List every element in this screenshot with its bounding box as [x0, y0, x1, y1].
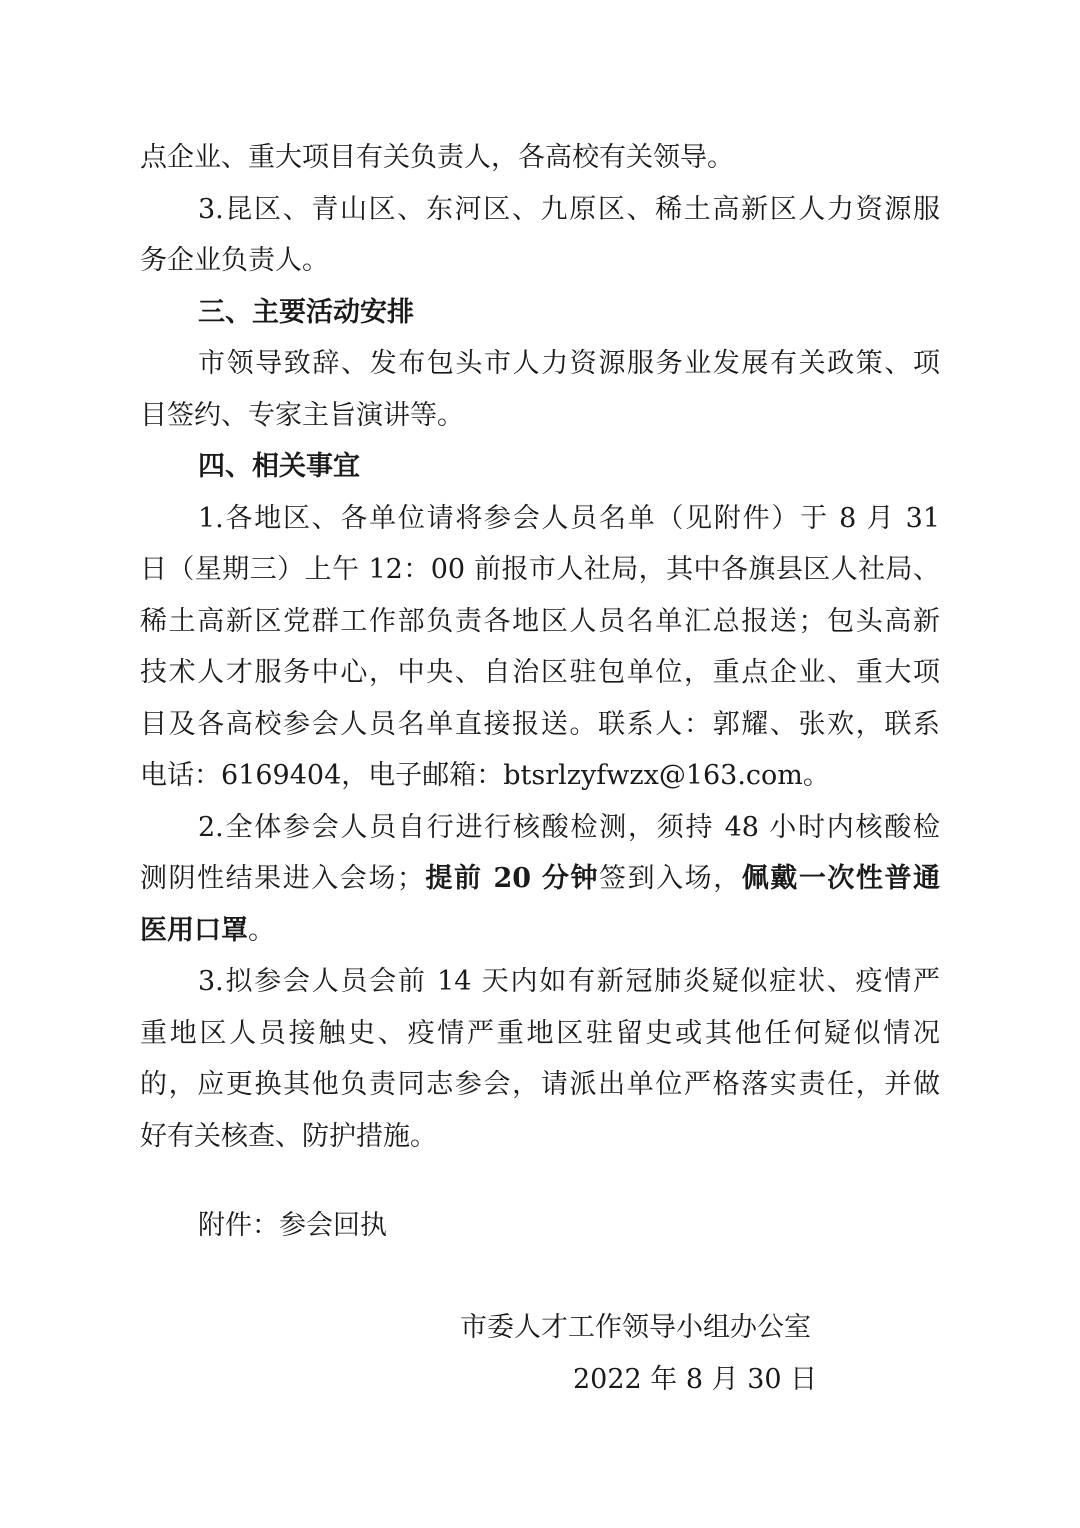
paragraph-line: 点企业、重大项目有关负责人，各高校有关领导。	[140, 142, 734, 173]
paragraph-line: 的，应更换其他负责同志参会，请派出单位严格落实责任，并做	[140, 1069, 940, 1100]
paragraph-line: 目及各高校参会人员名单直接报送。联系人：郭耀、张欢，联系	[140, 708, 940, 740]
paragraph-line: 电话：6169404，电子邮箱：btsrlzyfwzx@163.com。	[140, 760, 830, 791]
paragraph-line	[140, 905, 940, 957]
paragraph-line: 稀土高新区党群工作部负责各地区人员名单汇总报送；包头高新	[140, 605, 940, 637]
attachment-note: 附件：参会回执	[198, 1210, 387, 1241]
line-segment: 。	[248, 914, 275, 946]
paragraph-line: 3.昆区、青山区、东河区、九原区、稀土高新区人力资源服	[198, 193, 940, 225]
paragraph-line: 2.全体参会人员自行进行核酸检测，须持 48 小时内核酸检	[198, 811, 940, 843]
paragraph-line: 目签约、专家主旨演讲等。	[140, 399, 464, 431]
section-heading-4: 四、相关事宜	[198, 451, 360, 482]
document-body	[140, 132, 940, 1162]
line-segment: 签到入场，	[599, 863, 742, 894]
line-segment: 测阴性结果进入会场；	[140, 863, 424, 894]
paragraph-line: 好有关核查、防护措施。	[140, 1120, 437, 1152]
paragraph-line: 市领导致辞、发布包头市人力资源服务业发展有关政策、项	[198, 348, 940, 379]
paragraph-line: 技术人才服务中心，中央、自治区驻包单位，重点企业、重大项	[140, 657, 940, 688]
paragraph-line: 重地区人员接触史、疫情严重地区驻留史或其他任何疑似情况	[140, 1017, 940, 1049]
paragraph-line: 1.各地区、各单位请将参会人员名单（见附件）于 8 月 31	[198, 502, 940, 534]
section-heading-3: 三、主要活动安排	[198, 296, 414, 328]
signature-organization: 市委人才工作领导小组办公室	[460, 1312, 811, 1343]
bold-text: 提前 20 分钟	[423, 863, 600, 894]
bold-text: 医用口罩	[140, 914, 248, 946]
bold-text: 佩戴一次性普通	[741, 863, 941, 894]
paragraph-line: 3.拟参会人员会前 14 天内如有新冠肺炎疑似症状、疫情严	[198, 966, 940, 997]
signature-date: 2022 年 8 月 30 日	[573, 1364, 818, 1395]
paragraph-line	[140, 853, 940, 905]
paragraph-line: 务企业负责人。	[140, 245, 329, 276]
paragraph-line: 日（星期三）上午 12：00 前报市人社局，其中各旗县区人社局、	[140, 554, 940, 585]
